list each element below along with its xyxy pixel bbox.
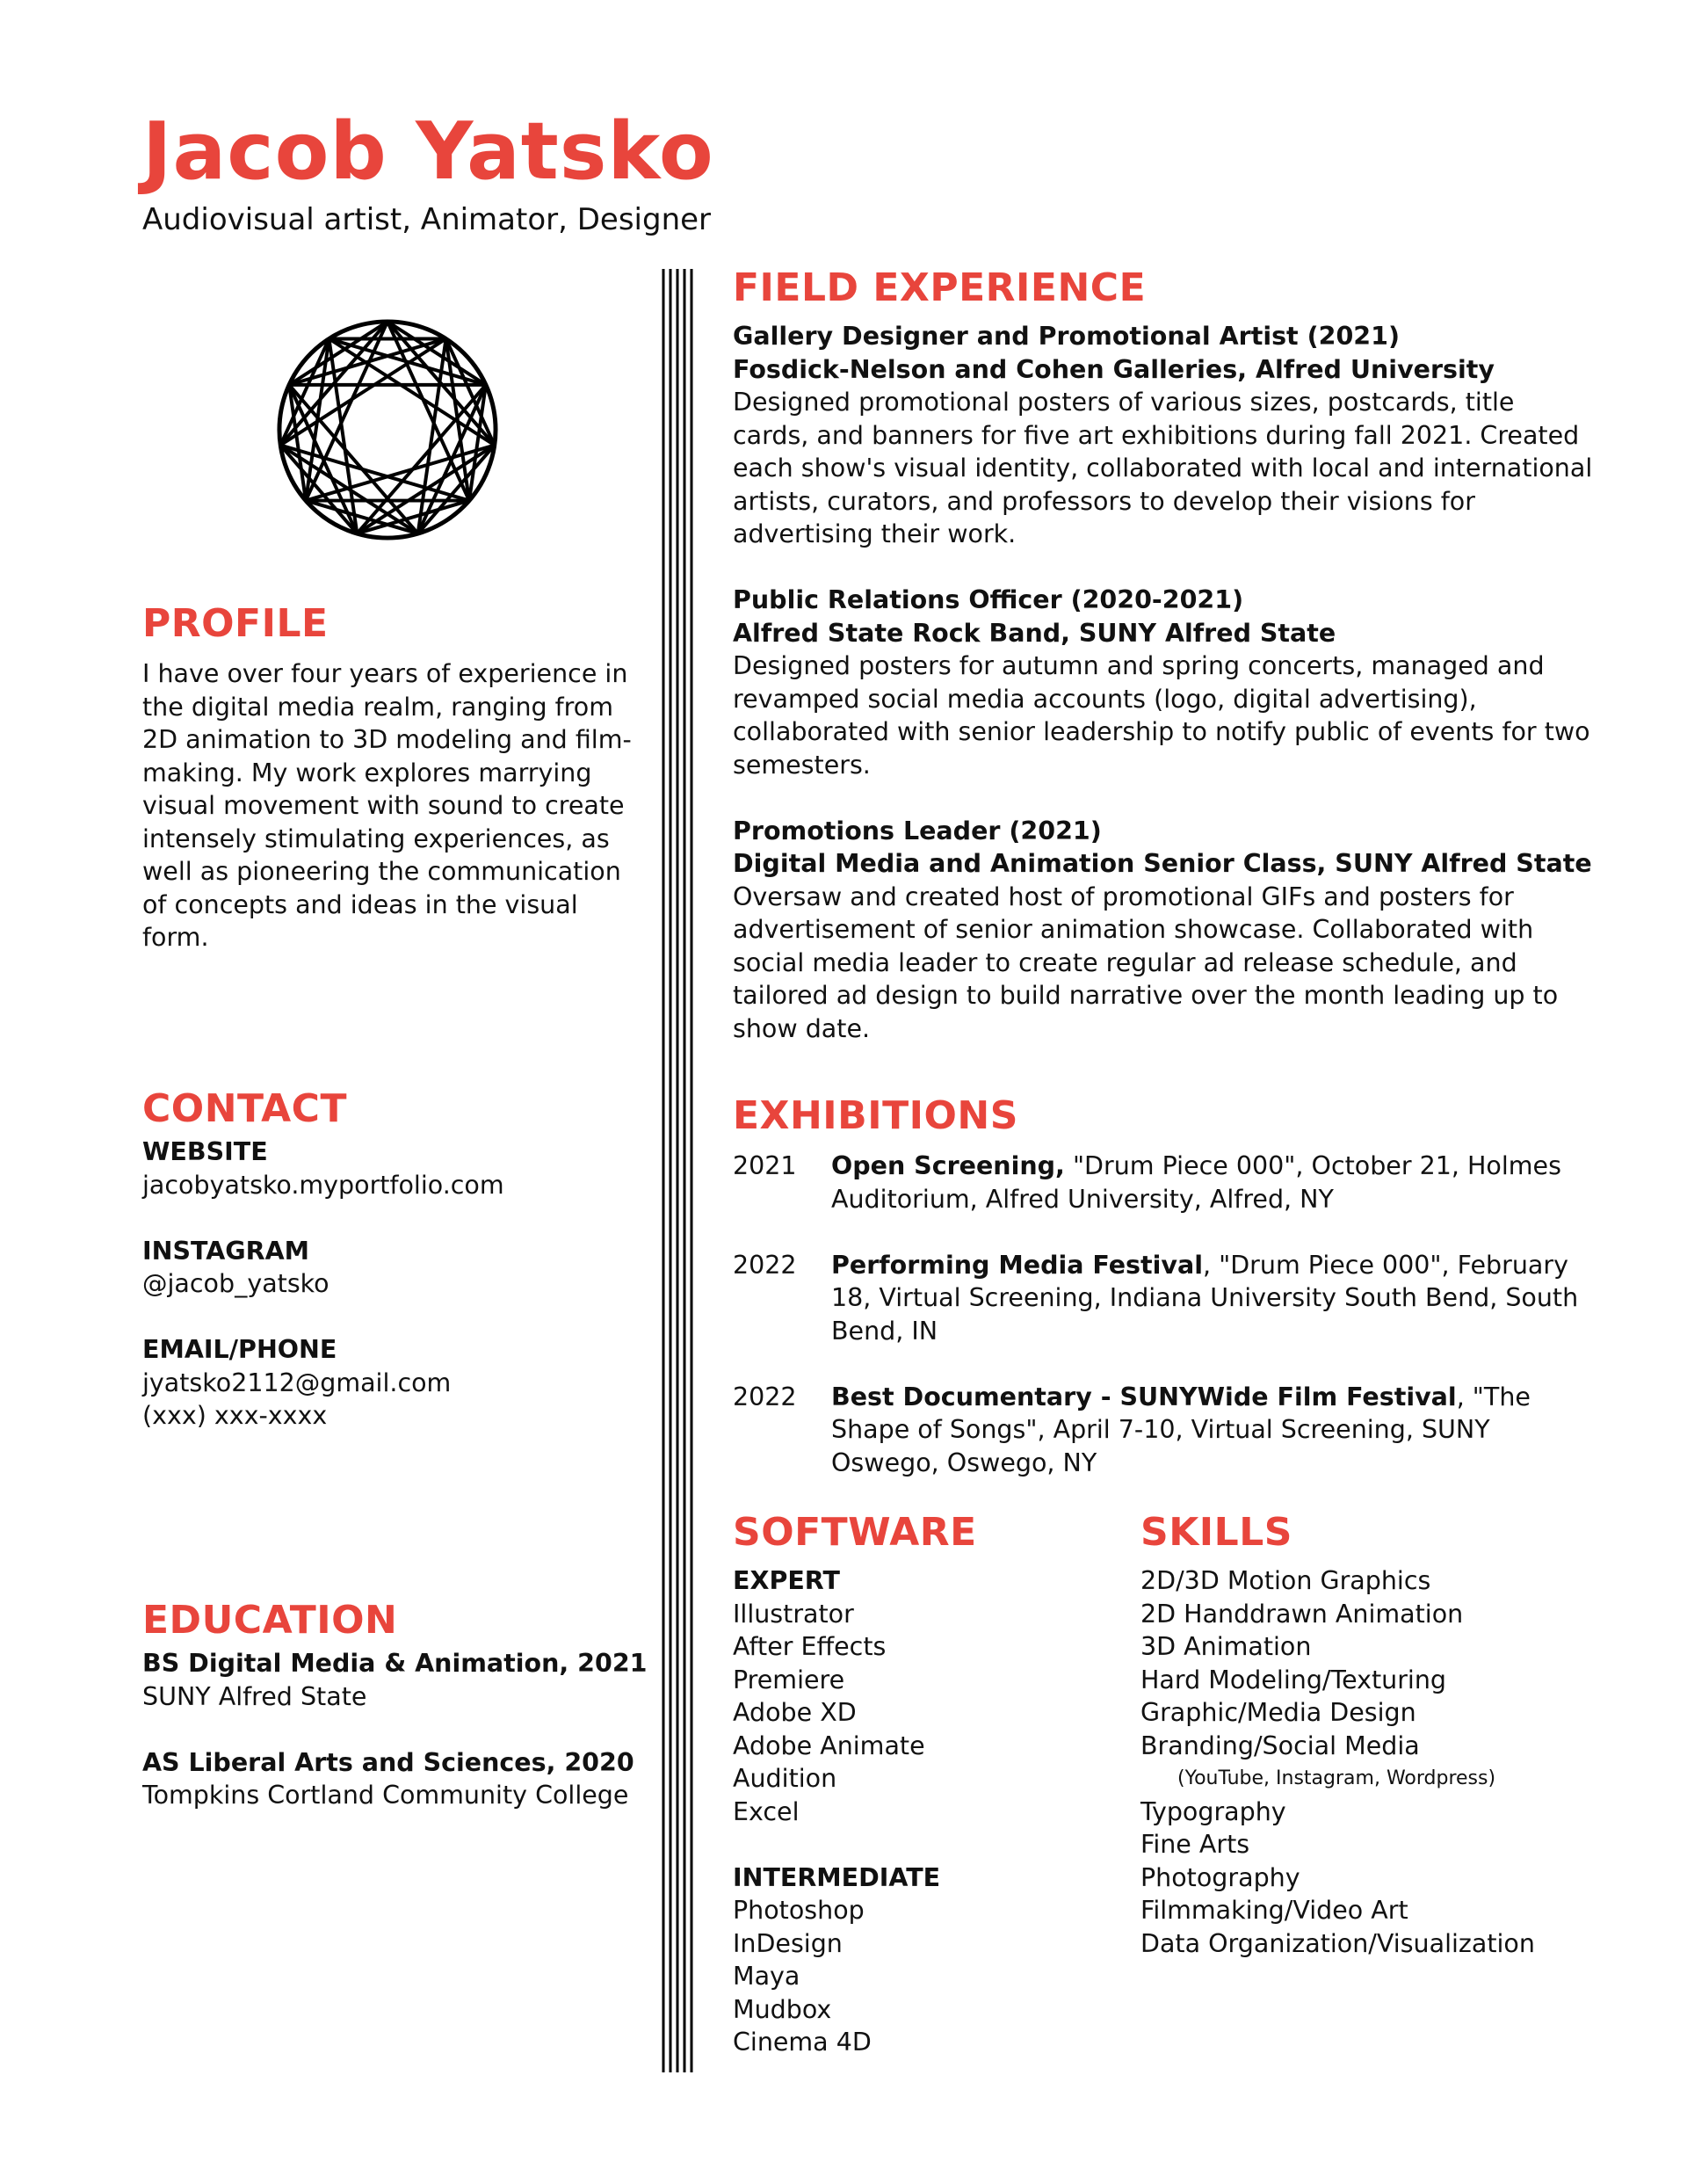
software-item: InDesign [733, 1928, 843, 1958]
skill-item: Typography [1140, 1796, 1286, 1826]
software-item: Premiere [733, 1665, 845, 1694]
profile-paragraph: I have over four years of experience in the digital media realm, ranging from 2D animation to 3D modeling and film-making. My work explores marrying visual movement with sound to create intensely stimulating experiences, as well as pioneering the communication of concepts and ideas in the visual form. [142, 659, 632, 952]
exhibition-year: 2021 [733, 1151, 797, 1180]
website-label: WEBSITE [142, 1137, 268, 1166]
exhibition-title: Best Documentary - SUNYWide Film Festival [831, 1382, 1457, 1411]
resume-name: Jacob Yatsko [142, 105, 714, 198]
skill-item: Filmmaking/Video Art [1140, 1896, 1408, 1925]
software-item: Photoshop [733, 1896, 865, 1925]
software-item: Adobe XD [733, 1698, 857, 1727]
branding-note: (YouTube, Instagram, Wordpress) [1177, 1767, 1496, 1789]
skill-item: Photography [1140, 1862, 1300, 1892]
software-item: Adobe Animate [733, 1731, 925, 1760]
education-school: Tompkins Cortland Community College [142, 1781, 629, 1810]
skill-item: Branding/Social Media [1140, 1731, 1420, 1760]
software-item: Mudbox [733, 1994, 832, 2024]
education-school: SUNY Alfred State [142, 1681, 367, 1711]
skill-item: Data Organization/Visualization [1140, 1928, 1535, 1958]
education-degree: AS Liberal Arts and Sciences, 2020 [142, 1747, 634, 1777]
vertical-divider-lines [661, 269, 694, 2072]
skills-list [1140, 1564, 1615, 1762]
exhibitions-list [733, 1150, 1594, 1513]
exhibition-item [733, 1381, 1594, 1480]
exhibition-item [733, 1150, 1594, 1215]
job-description: Oversaw and created host of promotional GIFs and posters for advertisement of senior animation showcase. Collaborated with social media leader to create regular ad release schedule, and tailored ad design to build narrative over the month leading up to show date. [733, 882, 1559, 1043]
job-org: Digital Media and Animation Senior Class, SUNY Alfred State [733, 849, 1592, 878]
field-experience-heading: FIELD EXPERIENCE [733, 265, 1147, 310]
contact-block [142, 1136, 634, 1433]
skill-item: Fine Arts [1140, 1830, 1250, 1859]
skill-item: Hard Modeling/Texturing [1140, 1665, 1446, 1694]
exhibition-item [733, 1249, 1594, 1348]
skill-item: Graphic/Media Design [1140, 1698, 1416, 1727]
job-title: Gallery Designer and Promotional Artist (2021) [733, 322, 1400, 351]
skills-list-continued [1140, 1796, 1615, 1961]
exhibitions-heading: EXHIBITIONS [733, 1093, 1018, 1138]
exhibition-title: Performing Media Festival [831, 1250, 1203, 1280]
job-title: Public Relations Officer (2020-2021) [733, 585, 1244, 614]
exhibition-details: , "The Shape of Songs", April 7-10, Virtual Screening, SUNY Oswego, Oswego, NY [831, 1382, 1531, 1477]
job-org: Fosdick-Nelson and Cohen Galleries, Alfred University [733, 354, 1495, 384]
exhibition-title: Open Screening, [831, 1151, 1065, 1180]
software-expert-list [733, 1598, 1102, 1829]
skills-block [1140, 1564, 1615, 1960]
instagram-label: INSTAGRAM [142, 1236, 310, 1266]
software-item: After Effects [733, 1632, 887, 1661]
exhibition-year: 2022 [733, 1382, 797, 1411]
resume-tagline: Audiovisual artist, Animator, Designer [142, 202, 712, 237]
job-description: Designed promotional posters of various sizes, postcards, title cards, and banners for five art exhibitions during fall 2021. Created each show's visual identity, collaborated with local and international artists, curators, and professors to develop their visions for advertising their work. [733, 388, 1593, 548]
job-description: Designed posters for autumn and spring concerts, managed and revamped social media accounts (logo, digital advertising), collaborated with senior leadership to notify public of events for two semesters. [733, 651, 1590, 780]
software-intermediate-list [733, 1894, 1102, 2059]
software-item: Illustrator [733, 1599, 854, 1629]
skill-item: 3D Animation [1140, 1632, 1312, 1661]
exhibition-year: 2022 [733, 1250, 797, 1280]
education-block [142, 1647, 652, 1812]
geometric-circle-star-icon [274, 316, 501, 543]
email-phone-label: EMAIL/PHONE [142, 1335, 337, 1364]
contact-heading: CONTACT [142, 1086, 347, 1131]
software-item: Audition [733, 1764, 837, 1793]
email-link[interactable]: jyatsko2112@gmail.com [142, 1368, 452, 1397]
education-degree: BS Digital Media & Animation, 2021 [142, 1649, 648, 1678]
exhibition-details: "Drum Piece 000", October 21, Holmes Auditorium, Alfred University, Alfred, NY [831, 1151, 1561, 1214]
profile-heading: PROFILE [142, 601, 329, 646]
field-experience-block [733, 320, 1594, 1045]
exhibition-details: , "Drum Piece 000", February 18, Virtual Screening, Indiana University South Bend, South Bend, IN [831, 1250, 1579, 1346]
instagram-handle[interactable]: @jacob_yatsko [142, 1269, 329, 1298]
software-item: Cinema 4D [733, 2028, 872, 2057]
profile-text [142, 657, 634, 954]
skill-item: 2D/3D Motion Graphics [1140, 1566, 1431, 1595]
software-item: Excel [733, 1796, 800, 1826]
skill-item: 2D Handdrawn Animation [1140, 1599, 1464, 1629]
phone-number: (xxx) xxx-xxxx [142, 1401, 328, 1430]
software-expert-label: EXPERT [733, 1566, 840, 1595]
software-heading: SOFTWARE [733, 1510, 977, 1555]
job-title: Promotions Leader (2021) [733, 816, 1102, 845]
education-heading: EDUCATION [142, 1598, 398, 1643]
software-item: Maya [733, 1962, 800, 1991]
software-block [733, 1564, 1102, 2059]
software-intermediate-label: INTERMEDIATE [733, 1862, 941, 1892]
skills-heading: SKILLS [1140, 1510, 1292, 1555]
website-link[interactable]: jacobyatsko.myportfolio.com [142, 1170, 504, 1200]
job-org: Alfred State Rock Band, SUNY Alfred State [733, 618, 1336, 648]
